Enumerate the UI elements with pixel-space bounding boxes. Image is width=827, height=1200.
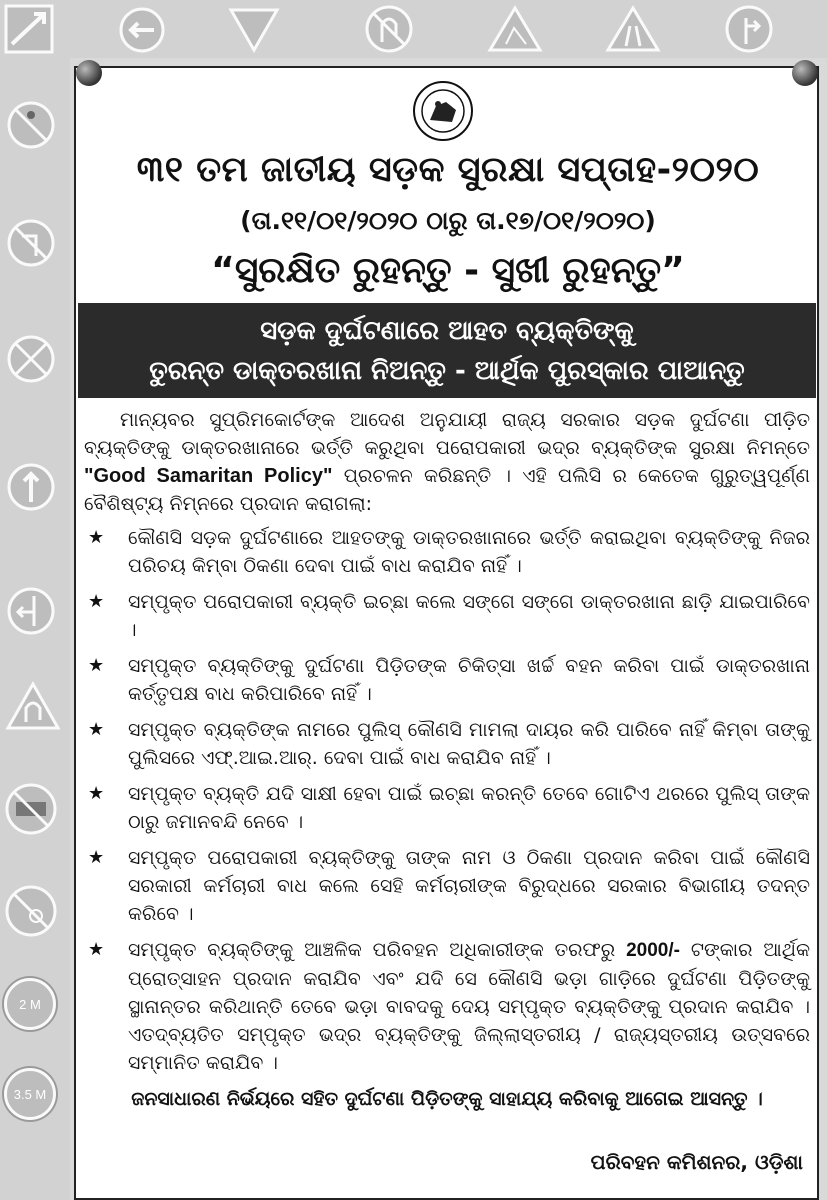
policy-name: "Good Samaritan Policy" — [84, 465, 333, 487]
intro-paragraph — [84, 406, 810, 518]
list-item — [84, 588, 810, 644]
straight-ahead-sign-icon — [6, 462, 56, 512]
star-icon: ★ — [88, 655, 105, 676]
height-limit-sign-icon — [4, 1068, 56, 1120]
no-entry-sign-icon — [4, 4, 54, 54]
reward-amount: 2000/- — [626, 940, 680, 961]
no-handcart-sign-icon — [4, 884, 58, 938]
list-item — [84, 524, 810, 580]
issuer-signoff: ପରିବହନ କମିଶନର, ଓଡ଼ିଶା — [590, 1150, 803, 1174]
narrow-road-sign-icon — [604, 4, 662, 54]
star-icon: ★ — [88, 783, 105, 804]
no-u-turn-sign-icon — [364, 4, 414, 54]
height-limit-label: 3.5 M — [13, 1086, 47, 1102]
list-item-text: ସମ୍ପୃକ୍ତ ବ୍ୟକ୍ତିଙ୍କ ନାମରେ ପୁଲିସ୍ କୌଣସି ମାମଲା ଦାୟର କରି ପାରିବେ ନାହିଁ କିମ୍ବା ତାଙ୍କୁ ପୁଲିସରେ ଏଫ୍.ଆଇ.ଆର୍. ଦେବା ପାଇଁ ବାଧ କରାଯିବ ନାହିଁ । — [128, 719, 810, 769]
width-limit-sign-icon — [4, 978, 56, 1030]
list-item-text: ସମ୍ପୃକ୍ତ ବ୍ୟକ୍ତିଙ୍କୁ ଦୁର୍ଘଟଣା ପିଡ଼ିତଙ୍କ ଚିକିତ୍ସା ଖର୍ଚ୍ଚ ବହନ କରିବା ପାଇଁ ଡାକ୍ତରଖାନା କର୍ତ୍ତୃପକ୍ଷ ବାଧ କରିପାରିବେ ନାହିଁ । — [128, 655, 810, 705]
reward-text-before: ସମ୍ପୃକ୍ତ ବ୍ୟକ୍ତିଙ୍କୁ ଆଞ୍ଚଳିକ ପରିବହନ ଅଧିକାରୀଙ୍କ ତରଫରୁ — [128, 939, 616, 961]
right-turn-sign-icon — [724, 4, 774, 54]
reward-text-after: ଟଙ୍କାର ଆର୍ଥିକ ପ୍ରୋତ୍ସାହନ ପ୍ରଦାନ କରାଯିବ ଏବଂ ଯଦି ସେ କୌଣସି ଭଡ଼ା ଗାଡ଼ିରେ ଦୁର୍ଘଟଣା ପିଡ଼ିତଙ୍କୁ ସ୍ଥାନାନ୍ତର କରିଥାନ୍ତି ତେବେ ଭଡ଼ା ବାବଦକୁ ଦେୟ ସମ୍ପୃକ୍ତ ବ୍ୟକ୍ତିଙ୍କୁ ପ୍ରଦାନ କରାଯିବ । ଏତଦ୍‌ବ୍ୟତିତ ସମ୍ପୃକ୍ତ ଭଦ୍ର ବ୍ୟକ୍ତିଙ୍କୁ ଜିଲ୍ଲାସ୍ତରୀୟ / ରାଜ୍ୟସ୍ତରୀୟ ଉତ୍ସବରେ ସମ୍ମାନିତ କରାଯିବ । — [128, 939, 811, 1074]
left-arrow-sign-icon — [118, 6, 166, 54]
pin-icon — [792, 60, 818, 86]
headline-banner — [78, 303, 816, 398]
notice-body — [84, 406, 810, 1113]
u-turn-warning-sign-icon — [4, 680, 62, 732]
pin-icon — [76, 60, 102, 86]
no-left-turn-sign-icon — [6, 218, 56, 268]
banner-line-2: ତୁରନ୍ତ ଡାକ୍ତରଖାନା ନିଅନ୍ତୁ - ଆର୍ଥିକ ପୁରସ୍କାର ପାଆନ୍ତୁ — [149, 356, 745, 386]
no-pedestrians-sign-icon — [6, 100, 56, 150]
banner-line-1: ସଡ଼କ ଦୁର୍ଘଟଣାରେ ଆହତ ବ୍ୟକ୍ତିଙ୍କୁ — [260, 316, 634, 346]
list-item — [84, 780, 810, 836]
star-icon: ★ — [88, 527, 105, 548]
star-icon: ★ — [88, 591, 105, 612]
width-limit-label: 2 M — [19, 996, 41, 1012]
give-way-sign-icon — [228, 6, 280, 54]
list-item — [84, 716, 810, 772]
list-item-text: କୌଣସି ସଡ଼କ ଦୁର୍ଘଟଣାରେ ଆହତଙ୍କୁ ଡାକ୍ତରଖାନାରେ ଭର୍ତ୍ତି କରାଇଥିବା ବ୍ୟକ୍ତିଙ୍କୁ ନିଜର ପରିଚୟ କିମ୍ବା ଠିକଣା ଦେବା ପାଇଁ ବାଧ କରାଯିବ ନାହିଁ । — [128, 527, 810, 577]
list-item-text: ସମ୍ପୃକ୍ତ ପରୋପକାରୀ ବ୍ୟକ୍ତିଙ୍କୁ ତାଙ୍କ ନାମ ଓ ଠିକଣା ପ୍ରଦାନ କରିବା ପାଇଁ କୌଣସି ସରକାରୀ କର୍ମଚାରୀ ବାଧ କଲେ ସେହି କର୍ମଚାରୀଙ୍କ ବିରୁଦ୍ଧରେ ସରକାର ବିଭାଗୀୟ ତଦନ୍ତ କରିବେ । — [128, 847, 810, 925]
slogan: “ସୁରକ୍ଷିତ ରୁହନ୍ତୁ - ସୁଖୀ ରୁହନ୍ତୁ” — [211, 250, 685, 291]
list-item — [84, 652, 810, 708]
list-item — [84, 844, 810, 928]
left-junction-sign-icon — [6, 586, 56, 636]
no-trucks-sign-icon — [4, 782, 58, 836]
intro-text-after: ପ୍ରଚଳନ କରିଛନ୍ତି । ଏହି ପଲିସି ର କେତେକ ଗୁରୁତ୍ୱପୂର୍ଣ୍ଣ ବୈଶିଷ୍ଟ୍ୟ ନିମ୍ନରେ ପ୍ରଦାନ କରାଗଲା: — [84, 465, 810, 515]
star-icon: ★ — [88, 847, 105, 868]
slippery-road-sign-icon — [486, 4, 544, 54]
star-icon: ★ — [88, 939, 105, 960]
odisha-emblem-icon — [412, 80, 474, 142]
intro-text-before: ମାନ୍ୟବର ସୁପ୍ରିମକୋର୍ଟଙ୍କ ଆଦେଶ ଅନୁଯାୟୀ ରାଜ୍ୟ ସରକାର ସଡ଼କ ଦୁର୍ଘଟଣା ପୀଡ଼ିତ ବ୍ୟକ୍ତିଙ୍କୁ ଡାକ୍ତରଖାନାରେ ଭର୍ତ୍ତି କରୁଥିବା ପରୋପକାରୀ ଭଦ୍ର ବ୍ୟକ୍ତିଙ୍କ ସୁରକ୍ଷା ନିମନ୍ତେ — [84, 409, 810, 459]
public-appeal: ଜନସାଧାରଣ ନିର୍ଭୟରେ ସହିତ ଦୁର୍ଘଟଣା ପିଡ଼ିତଙ୍କୁ ସାହାଯ୍ୟ କରିବାକୁ ଆଗେଇ ଆସନ୍ତୁ । — [131, 1088, 763, 1110]
campaign-dates: (ତା.୧୧/୦୧/୨୦୨୦ ଠାରୁ ତା.୧୭/୦୧/୨୦୨୦) — [240, 206, 656, 235]
no-stopping-sign-icon — [6, 334, 56, 384]
list-item-text: ସମ୍ପୃକ୍ତ ପରୋପକାରୀ ବ୍ୟକ୍ତି ଇଚ୍ଛା କଲେ ସଙ୍ଗେ ସଙ୍ଗେ ଡାକ୍ତରଖାନା ଛାଡ଼ି ଯାଇପାରିବେ । — [128, 591, 810, 641]
list-item-text: ସମ୍ପୃକ୍ତ ବ୍ୟକ୍ତି ଯଦି ସାକ୍ଷୀ ହେବା ପାଇଁ ଇଚ୍ଛା କରନ୍ତି ତେବେ ଗୋଟିଏ ଥରରେ ପୁଲିସ୍ ତାଙ୍କ ଠାରୁ ଜମାନବନ୍ଦି ନେବେ । — [128, 783, 810, 833]
page-title: ୩୧ ତମ ଜାତୀୟ ସଡ଼କ ସୁରକ୍ଷା ସପ୍ତାହ-୨୦୨୦ — [136, 150, 760, 190]
policy-points-list — [84, 524, 810, 1077]
star-icon: ★ — [88, 719, 105, 740]
list-item — [84, 936, 810, 1077]
